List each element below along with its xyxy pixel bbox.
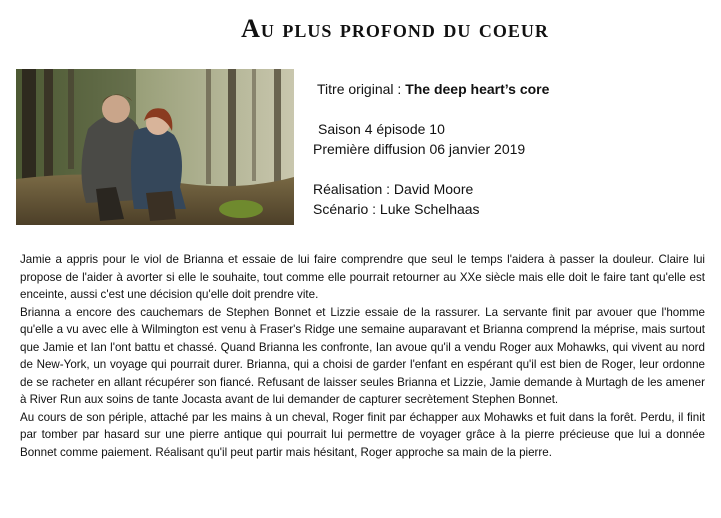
writer: Scénario : Luke Schelhaas [313, 201, 480, 217]
season-episode: Saison 4 épisode 10 [318, 121, 445, 137]
synopsis-paragraph: Au cours de son périple, attaché par les mains à un cheval, Roger finit par échapper aux Mohawks et fuit dans la forêt. Perdu, il finit par tomber par hasard sur une pierre antique qui pourrait lui permettre de voyager grâce à la pierre précieuse que lui a donnée Bonnet comme paiement. Réalisant qu'il peut partir mais hésitant, Roger approche sa main de la pierre. [20, 410, 705, 459]
forest-scene-image [16, 69, 294, 225]
first-air-date: Première diffusion 06 janvier 2019 [313, 141, 526, 157]
page-title: Au plus profond du coeur [241, 14, 549, 43]
original-title-value: The deep heart’s core [405, 81, 550, 97]
synopsis-paragraph: Jamie a appris pour le viol de Brianna et essaie de lui faire comprendre que seul le temps l'aidera à passer la douleur. Claire lui propose de l'aider à avorter si elle le souhaite, tout comme elle pourrait retourner au XXe siècle mais elle doit le faire tant qu'elle est enceinte, aussi c'est une décision qu'elle doit prendre vite. [20, 253, 705, 301]
synopsis-paragraph: Brianna a encore des cauchemars de Stephen Bonnet et Lizzie essaie de la rassurer. La servante finit par avouer que l'homme qu'elle a vu avec elle à Wilmington est venu à Fraser's Ridge une semaine auparavant et Brianna comprend la méprise, mais surtout que Jamie et Ian l'ont battu et chassé. Quand Brianna les confronte, Ian avoue qu'il a vendu Roger aux Mohawks, qui vivent au nord de New-York, un voyage qui pourrait durer. Brianna, qui a choisi de garder l'enfant en espérant qu'il est bien de Roger, leur ordonne de se racheter en allant récupérer son fiancé. Refusant de laisser seules Brianna et Lizzie, Jamie demande à Murtagh de les amener à River Run aux soins de tante Jocasta avant de lui demander de capturer secrètement Stephen Bonnet. [20, 305, 705, 406]
original-title-line [313, 79, 713, 99]
episode-photo [16, 69, 294, 225]
synopsis [20, 251, 705, 461]
director: Réalisation : David Moore [313, 181, 474, 197]
original-title-label: Titre original : [317, 81, 406, 97]
episode-info [313, 79, 713, 219]
